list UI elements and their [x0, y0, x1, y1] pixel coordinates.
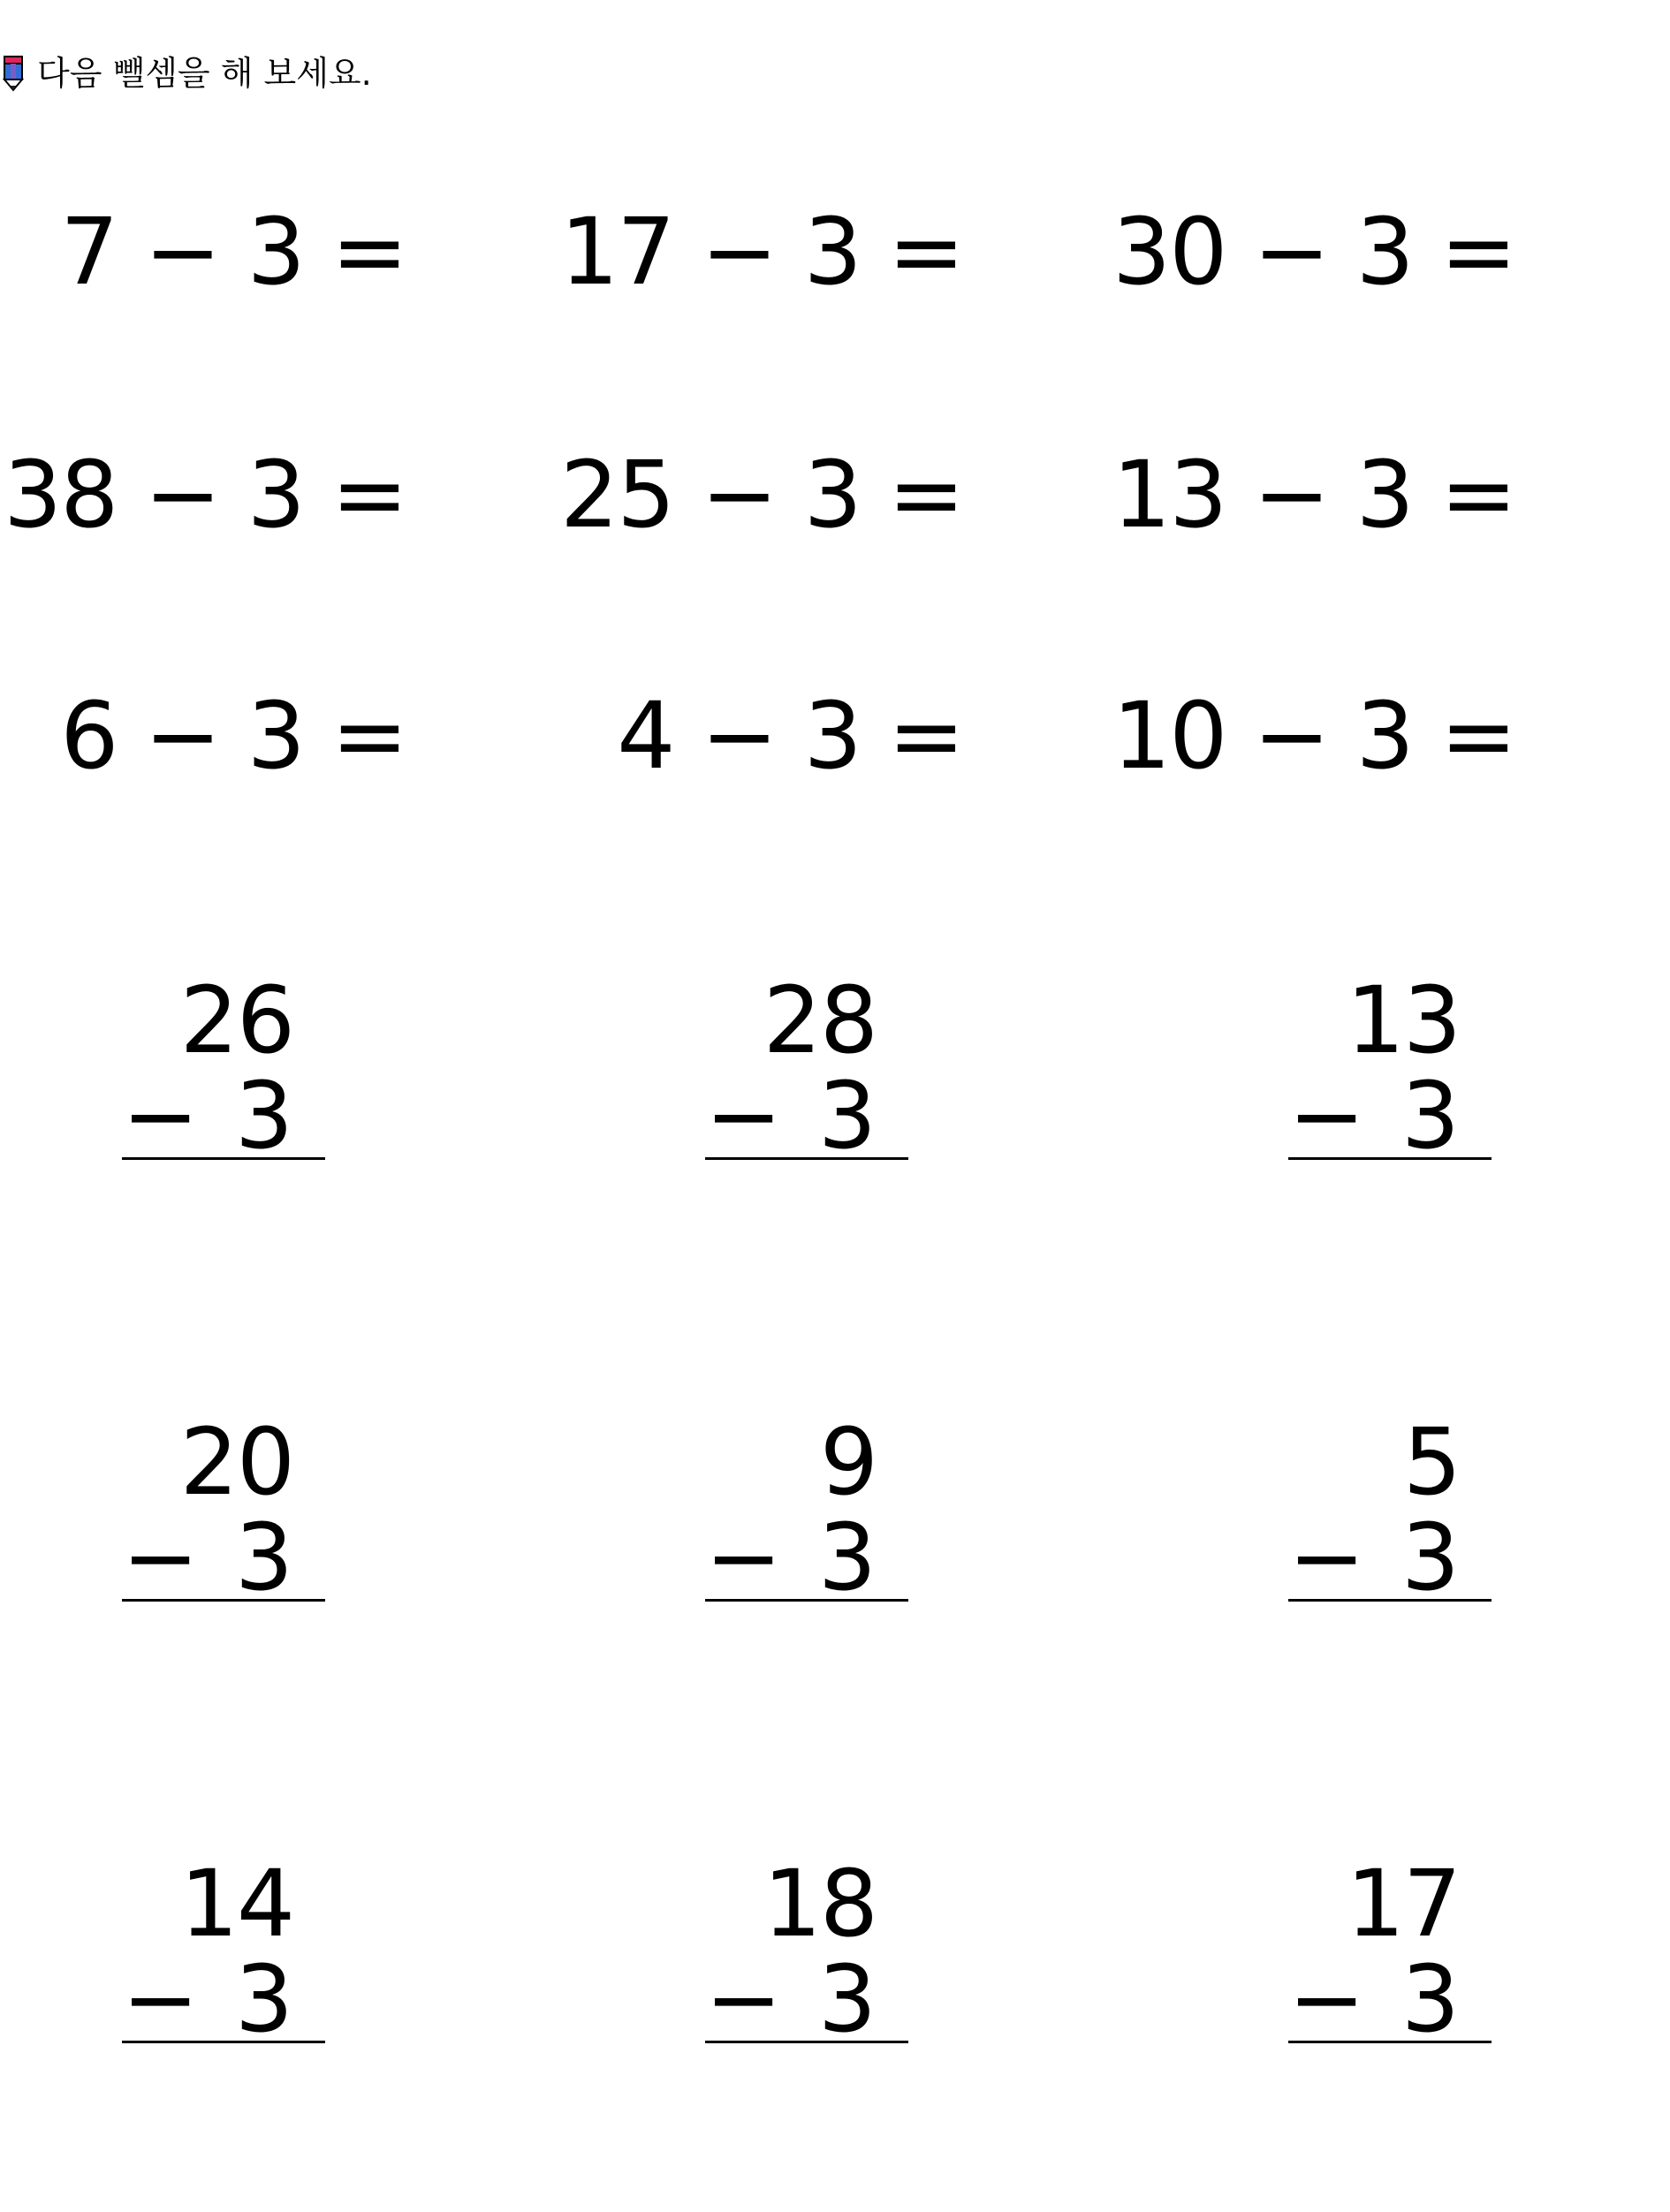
- minuend: 26: [179, 966, 293, 1074]
- answer-line: [122, 2041, 325, 2043]
- problem-text: 7 − 3 =: [60, 198, 406, 306]
- subtrahend: 3: [817, 1062, 877, 1170]
- subtrahend: 3: [234, 1945, 293, 2053]
- minuend: 28: [763, 966, 877, 1074]
- answer-line: [122, 1157, 325, 1160]
- subtrahend: 3: [1401, 1062, 1460, 1170]
- answer-line: [1288, 1599, 1492, 1602]
- vertical-problem: [1288, 966, 1500, 1170]
- subtrahend: 3: [1401, 1945, 1460, 2053]
- instruction: [2, 51, 372, 95]
- minus-sign: −: [1288, 1062, 1366, 1170]
- subtrahend: 3: [817, 1945, 877, 2053]
- horizontal-problem: [433, 198, 963, 306]
- vertical-problem: [705, 1850, 917, 2053]
- vertical-problem: [1288, 1408, 1500, 1611]
- horizontal-problem: [433, 441, 963, 549]
- problem-text: 30 − 3 =: [1112, 198, 1515, 306]
- horizontal-problem: [985, 198, 1515, 306]
- problem-text: 4 − 3 =: [617, 682, 963, 790]
- minus-sign: −: [705, 1504, 783, 1611]
- problem-text: 13 − 3 =: [1112, 441, 1515, 549]
- horizontal-problem: [0, 682, 406, 790]
- subtrahend: 3: [817, 1504, 877, 1611]
- answer-line: [122, 1599, 325, 1602]
- vertical-problem: [122, 1408, 334, 1611]
- minuend: 9: [819, 1408, 877, 1516]
- vertical-problem: [705, 1408, 917, 1611]
- minuend: 13: [1346, 966, 1460, 1074]
- minuend: 14: [179, 1850, 293, 1958]
- subtrahend: 3: [234, 1504, 293, 1611]
- answer-line: [705, 2041, 908, 2043]
- vertical-problem: [705, 966, 917, 1170]
- minus-sign: −: [122, 1504, 200, 1611]
- minuend: 17: [1346, 1850, 1460, 1958]
- minuend: 20: [179, 1408, 293, 1516]
- problem-text: 6 − 3 =: [60, 682, 406, 790]
- horizontal-problem: [0, 198, 406, 306]
- problem-text: 38 − 3 =: [4, 441, 406, 549]
- minuend: 5: [1402, 1408, 1460, 1516]
- horizontal-problem: [985, 682, 1515, 790]
- pencil-icon: [2, 55, 25, 92]
- answer-line: [1288, 2041, 1492, 2043]
- problem-text: 17 − 3 =: [560, 198, 963, 306]
- answer-line: [1288, 1157, 1492, 1160]
- instruction-text: 다음 뺄셈을 해 보세요.: [37, 54, 372, 93]
- horizontal-problem: [0, 441, 406, 549]
- horizontal-problem: [433, 682, 963, 790]
- subtrahend: 3: [234, 1062, 293, 1170]
- answer-line: [705, 1599, 908, 1602]
- subtrahend: 3: [1401, 1504, 1460, 1611]
- vertical-problem: [1288, 1850, 1500, 2053]
- answer-line: [705, 1157, 908, 1160]
- minus-sign: −: [705, 1062, 783, 1170]
- minus-sign: −: [1288, 1945, 1366, 2053]
- problem-text: 10 − 3 =: [1112, 682, 1515, 790]
- minus-sign: −: [122, 1062, 200, 1170]
- minus-sign: −: [1288, 1504, 1366, 1611]
- minuend: 18: [763, 1850, 877, 1958]
- vertical-problem: [122, 966, 334, 1170]
- minus-sign: −: [122, 1945, 200, 2053]
- horizontal-problem: [985, 441, 1515, 549]
- minus-sign: −: [705, 1945, 783, 2053]
- problem-text: 25 − 3 =: [560, 441, 963, 549]
- vertical-problem: [122, 1850, 334, 2053]
